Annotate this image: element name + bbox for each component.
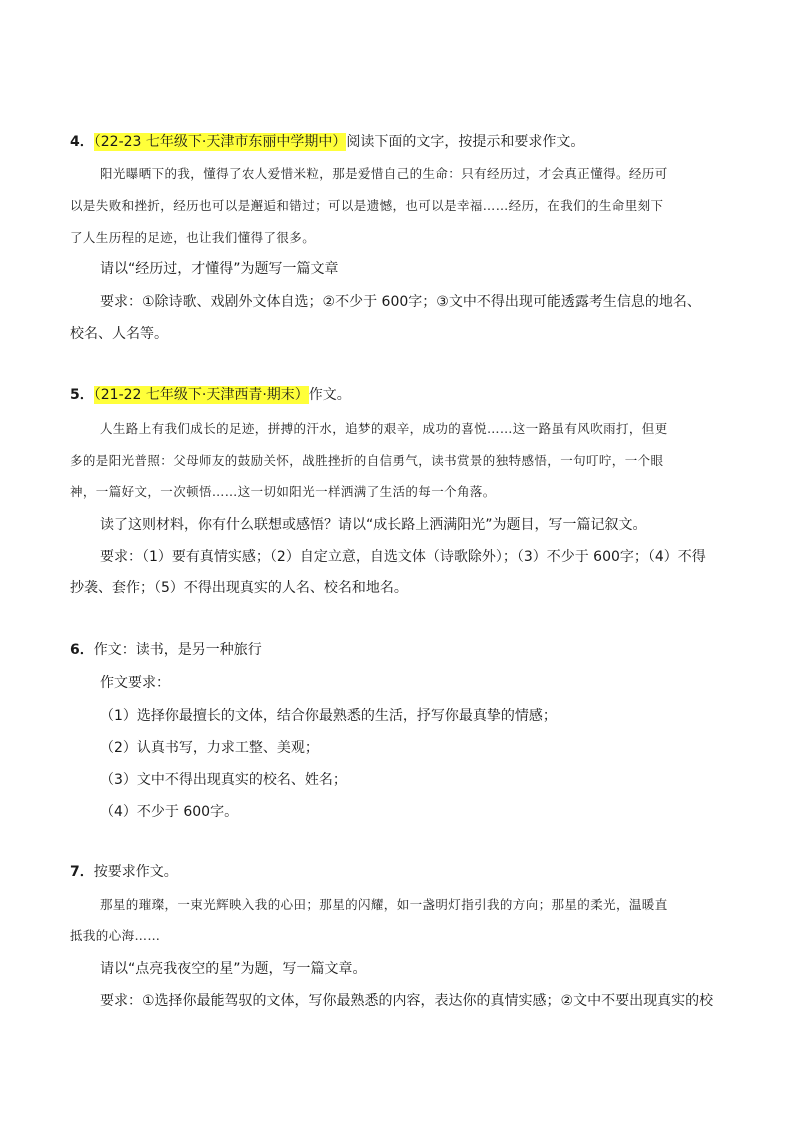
task-line: 请以“点亮我夜空的星”为题，写一篇文章。 <box>100 961 367 977</box>
material-line: 阳光曝晒下的我，懂得了农人爱惜米粒，那是爱惜自己的生命：只有经历过，才会真正懂得。经历可 <box>100 166 668 181</box>
question-number: 6． <box>70 642 94 658</box>
requirement-item: （2）认真书写，力求工整、美观； <box>100 740 319 756</box>
question-7-header <box>70 862 178 882</box>
requirement-item: （4）不少于 600字。 <box>100 804 239 820</box>
material-line: 人生路上有我们成长的足迹，拼搏的汗水，追梦的艰辛，成功的喜悦……这一路虽有风吹雨打，但更 <box>100 421 668 436</box>
requirements-title: 作文要求： <box>100 675 170 691</box>
requirement-line: 要求：（1）要有真情实感；（2）自定立意，自选文体（诗歌除外）；（3）不少于 600字；（4）不得 <box>100 549 706 565</box>
material-line: 抵我的心海…… <box>70 928 161 943</box>
question-title: 作文：读书，是另一种旅行 <box>93 642 262 658</box>
requirement-line: 要求：①选择你最能驾驭的文体，写你最熟悉的内容，表达你的真情实感；②文中不要出现真实的校 <box>100 993 714 1009</box>
material-line: 多的是阳光普照：父母师友的鼓励关怀，战胜挫折的自信勇气，读书赏景的独特感悟，一句叮咛，一个眼 <box>70 453 664 468</box>
question-title: 按要求作文。 <box>93 864 178 880</box>
question-number: 5． <box>70 387 94 403</box>
question-6-header <box>70 640 262 660</box>
question-number: 4． <box>70 134 94 150</box>
requirement-line: 要求：①除诗歌、戏剧外文体自选；②不少于 600字；③文中不得出现可能透露考生信息的地名、 <box>100 294 701 310</box>
question-5-header <box>70 385 351 405</box>
task-line: 读了这则材料，你有什么联想或感悟？请以“成长路上洒满阳光”为题目，写一篇记叙文。 <box>100 517 647 533</box>
material-line: 以是失败和挫折，经历也可以是邂逅和错过；可以是遗憾，也可以是幸福……经历，在我们的生命里刻下 <box>70 198 664 213</box>
question-4-header <box>70 132 584 152</box>
requirement-line: 校名、人名等。 <box>70 326 168 342</box>
question-number: 7． <box>70 864 94 880</box>
source-tag: （22-23 七年级下·天津市东丽中学期中） <box>93 134 347 150</box>
question-prompt: 作文。 <box>308 387 351 403</box>
requirement-item: （1）选择你最擅长的文体，结合你最熟悉的生活，抒写你最真挚的情感； <box>100 708 557 724</box>
material-line: 了人生历程的足迹，也让我们懂得了很多。 <box>70 230 316 245</box>
task-line: 请以“经历过，才懂得”为题写一篇文章 <box>100 261 339 277</box>
source-tag: （21-22 七年级下·天津西青·期末） <box>93 387 309 403</box>
requirement-line: 抄袭、套作；（5）不得出现真实的人名、校名和地名。 <box>70 580 408 596</box>
material-line: 那星的璀璨，一束光辉映入我的心田；那星的闪耀，如一盏明灯指引我的方向；那星的柔光，温暖直 <box>100 897 668 912</box>
question-prompt: 阅读下面的文字，按提示和要求作文。 <box>346 134 585 150</box>
requirement-item: （3）文中不得出现真实的校名、姓名； <box>100 772 347 788</box>
material-line: 神，一篇好文，一次顿悟……这一切如阳光一样洒满了生活的每一个角落。 <box>70 484 496 499</box>
